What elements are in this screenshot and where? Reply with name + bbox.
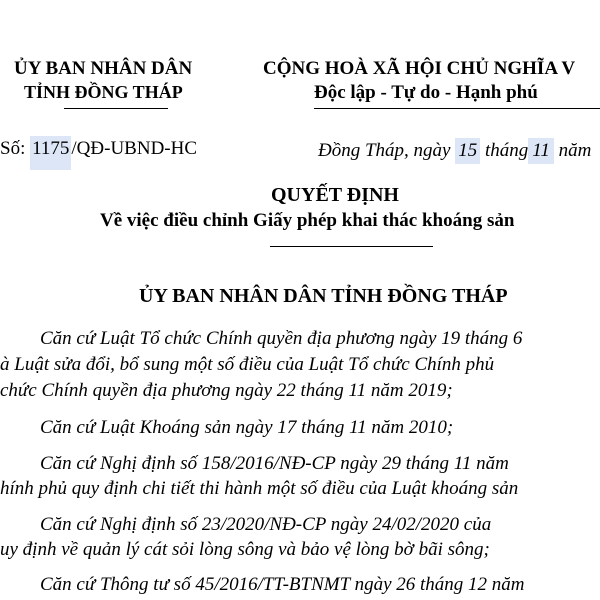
authority-heading: ỦY BAN NHÂN DÂN TỈNH ĐỒNG THÁP	[139, 285, 508, 307]
issuer-underline	[64, 108, 168, 109]
date-month-word: tháng	[484, 140, 529, 161]
title-underline	[270, 246, 433, 247]
doc-number-row	[0, 136, 197, 170]
date-place: Đồng Tháp, ngày	[318, 140, 451, 161]
body-line: Căn cứ Nghị định số 23/2020/NĐ-CP ngày 24/02/2020 của	[40, 514, 492, 535]
body-line: Căn cứ Nghị định số 158/2016/NĐ-CP ngày 29 tháng 11 năm	[40, 453, 509, 474]
doc-number-field[interactable]: 1175	[30, 136, 71, 170]
issuer-line-1: ỦY BAN NHÂN DÂN	[14, 58, 193, 79]
nation-title: CỘNG HOÀ XÃ HỘI CHỦ NGHĨA V	[263, 58, 576, 79]
decision-subject: Về việc điều chỉnh Giấy phép khai thác khoáng sản	[100, 210, 515, 231]
decision-title: QUYẾT ĐỊNH	[271, 184, 399, 206]
body-line: hính phủ quy định chi tiết thi hành một số điều của Luật khoáng sản	[0, 478, 519, 499]
body-line: Căn cứ Thông tư số 45/2016/TT-BTNMT ngày 26 tháng 12 năm	[40, 574, 525, 595]
body-line: Căn cứ Luật Tổ chức Chính quyền địa phương ngày 19 tháng 6	[40, 328, 523, 349]
body-line: à Luật sửa đổi, bổ sung một số điều của Luật Tổ chức Chính phủ	[0, 354, 495, 375]
body-line: uy định về quản lý cát sỏi lòng sông và bảo vệ lòng bờ bãi sông;	[0, 539, 490, 560]
body-line: chức Chính quyền địa phương ngày 22 tháng 11 năm 2019;	[0, 380, 453, 401]
doc-number-prefix: Số:	[0, 138, 26, 159]
date-month-field[interactable]: 11	[528, 138, 554, 164]
body-line: Căn cứ Luật Khoáng sản ngày 17 tháng 11 năm 2010;	[40, 417, 454, 438]
nation-motto: Độc lập - Tự do - Hạnh phú	[314, 82, 538, 103]
date-year-word: năm	[558, 140, 592, 161]
motto-underline	[314, 108, 600, 109]
date-day-field[interactable]: 15	[455, 138, 480, 164]
issuer-line-2: TỈNH ĐỒNG THÁP	[24, 82, 183, 102]
date-row	[318, 138, 591, 164]
doc-number-suffix: /QĐ-UBND-HC	[71, 138, 198, 159]
